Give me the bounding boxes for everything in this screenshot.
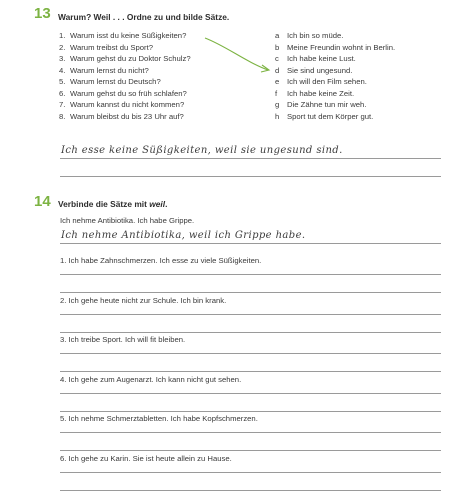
- answer-line: [60, 490, 441, 491]
- question-text: Warum bleibst du bis 23 Uhr auf?: [70, 111, 184, 121]
- question-text: Warum isst du keine Süßigkeiten?: [70, 31, 187, 40]
- answer-letter: c: [275, 54, 279, 63]
- answer-text: Sie sind ungesund.: [287, 65, 353, 75]
- answer-letter: d: [275, 65, 280, 75]
- answer-item: [275, 112, 373, 121]
- answer-text: Die Zähne tun mir weh.: [287, 100, 367, 109]
- answer-text: Ich habe keine Zeit.: [287, 88, 355, 98]
- answer-line: [60, 353, 441, 354]
- title-period: .: [165, 199, 168, 209]
- answer-line: [60, 371, 441, 372]
- question-text: Warum kannst du nicht kommen?: [70, 100, 185, 109]
- answer-text: Meine Freundin wohnt in Berlin.: [287, 42, 396, 52]
- question-number: 4.: [59, 65, 66, 75]
- answer-text: Ich will den Film sehen.: [287, 77, 367, 86]
- exercise-14-number: 14: [34, 193, 51, 210]
- exercise-14-title: [58, 199, 167, 209]
- answer-text: Ich bin so müde.: [287, 31, 344, 40]
- question-number: 7.: [59, 100, 66, 109]
- exercise-14-item: 6. Ich gehe zu Karin. Sie ist heute allein zu Hause.: [60, 453, 232, 463]
- answer-letter: b: [275, 42, 280, 52]
- answer-line: [60, 158, 441, 159]
- question-number: 3.: [59, 54, 66, 63]
- exercise-14-example-prompt: Ich nehme Antibiotika. Ich habe Grippe.: [60, 216, 195, 225]
- answer-line: [60, 432, 441, 433]
- answer-line: [60, 243, 441, 244]
- answer-line: [60, 292, 441, 293]
- answer-line: [60, 176, 441, 177]
- question-number: 5.: [59, 77, 66, 86]
- question-number: 6.: [59, 88, 66, 98]
- question-text: Warum treibst du Sport?: [70, 42, 154, 52]
- title-text: Verbinde die Sätze mit: [58, 199, 150, 209]
- exercise-13-example-answer: Ich esse keine Süßigkeiten, weil sie ungesund sind.: [61, 145, 343, 156]
- answer-letter: g: [275, 100, 280, 109]
- answer-line: [60, 332, 441, 333]
- exercise-14-item: 2. Ich gehe heute nicht zur Schule. Ich bin krank.: [60, 295, 227, 305]
- answer-letter: f: [275, 88, 278, 98]
- answer-line: [60, 472, 441, 473]
- answer-text: Ich habe keine Lust.: [287, 54, 356, 63]
- answer-letter: h: [275, 111, 280, 121]
- exercise-13-number: 13: [34, 5, 51, 22]
- question-text: Warum lernst du Deutsch?: [70, 77, 161, 86]
- answer-line: [60, 411, 441, 412]
- answer-line: [60, 274, 441, 275]
- answer-text: Sport tut dem Körper gut.: [287, 111, 374, 121]
- matching-arrow: [0, 0, 474, 100]
- answer-letter: a: [275, 31, 280, 40]
- exercise-14-item: 5. Ich nehme Schmerztabletten. Ich habe Kopfschmerzen.: [60, 414, 258, 423]
- question-item: [59, 112, 184, 121]
- question-number: 8.: [59, 111, 66, 121]
- title-keyword: weil: [149, 199, 166, 209]
- exercise-14-example-answer: Ich nehme Antibiotika, weil ich Grippe habe.: [61, 230, 306, 241]
- question-number: 1.: [59, 31, 66, 40]
- question-number: 2.: [59, 42, 66, 52]
- exercise-14-item: 3. Ich treibe Sport. Ich will fit bleiben.: [60, 335, 186, 344]
- exercise-13-title: Warum? Weil . . . Ordne zu und bilde Sätze.: [58, 12, 230, 22]
- answer-item: [275, 100, 366, 109]
- answer-line: [60, 393, 441, 394]
- answer-line: [60, 450, 441, 451]
- exercise-14-item: 4. Ich gehe zum Augenarzt. Ich kann nicht gut sehen.: [60, 374, 242, 384]
- exercise-14-item: 1. Ich habe Zahnschmerzen. Ich esse zu viele Süßigkeiten.: [60, 256, 262, 265]
- question-text: Warum gehst du so früh schlafen?: [70, 88, 187, 98]
- answer-line: [60, 314, 441, 315]
- question-text: Warum gehst du zu Doktor Schulz?: [70, 54, 191, 63]
- question-item: [59, 100, 184, 109]
- question-text: Warum lernst du nicht?: [70, 65, 149, 75]
- answer-letter: e: [275, 77, 280, 86]
